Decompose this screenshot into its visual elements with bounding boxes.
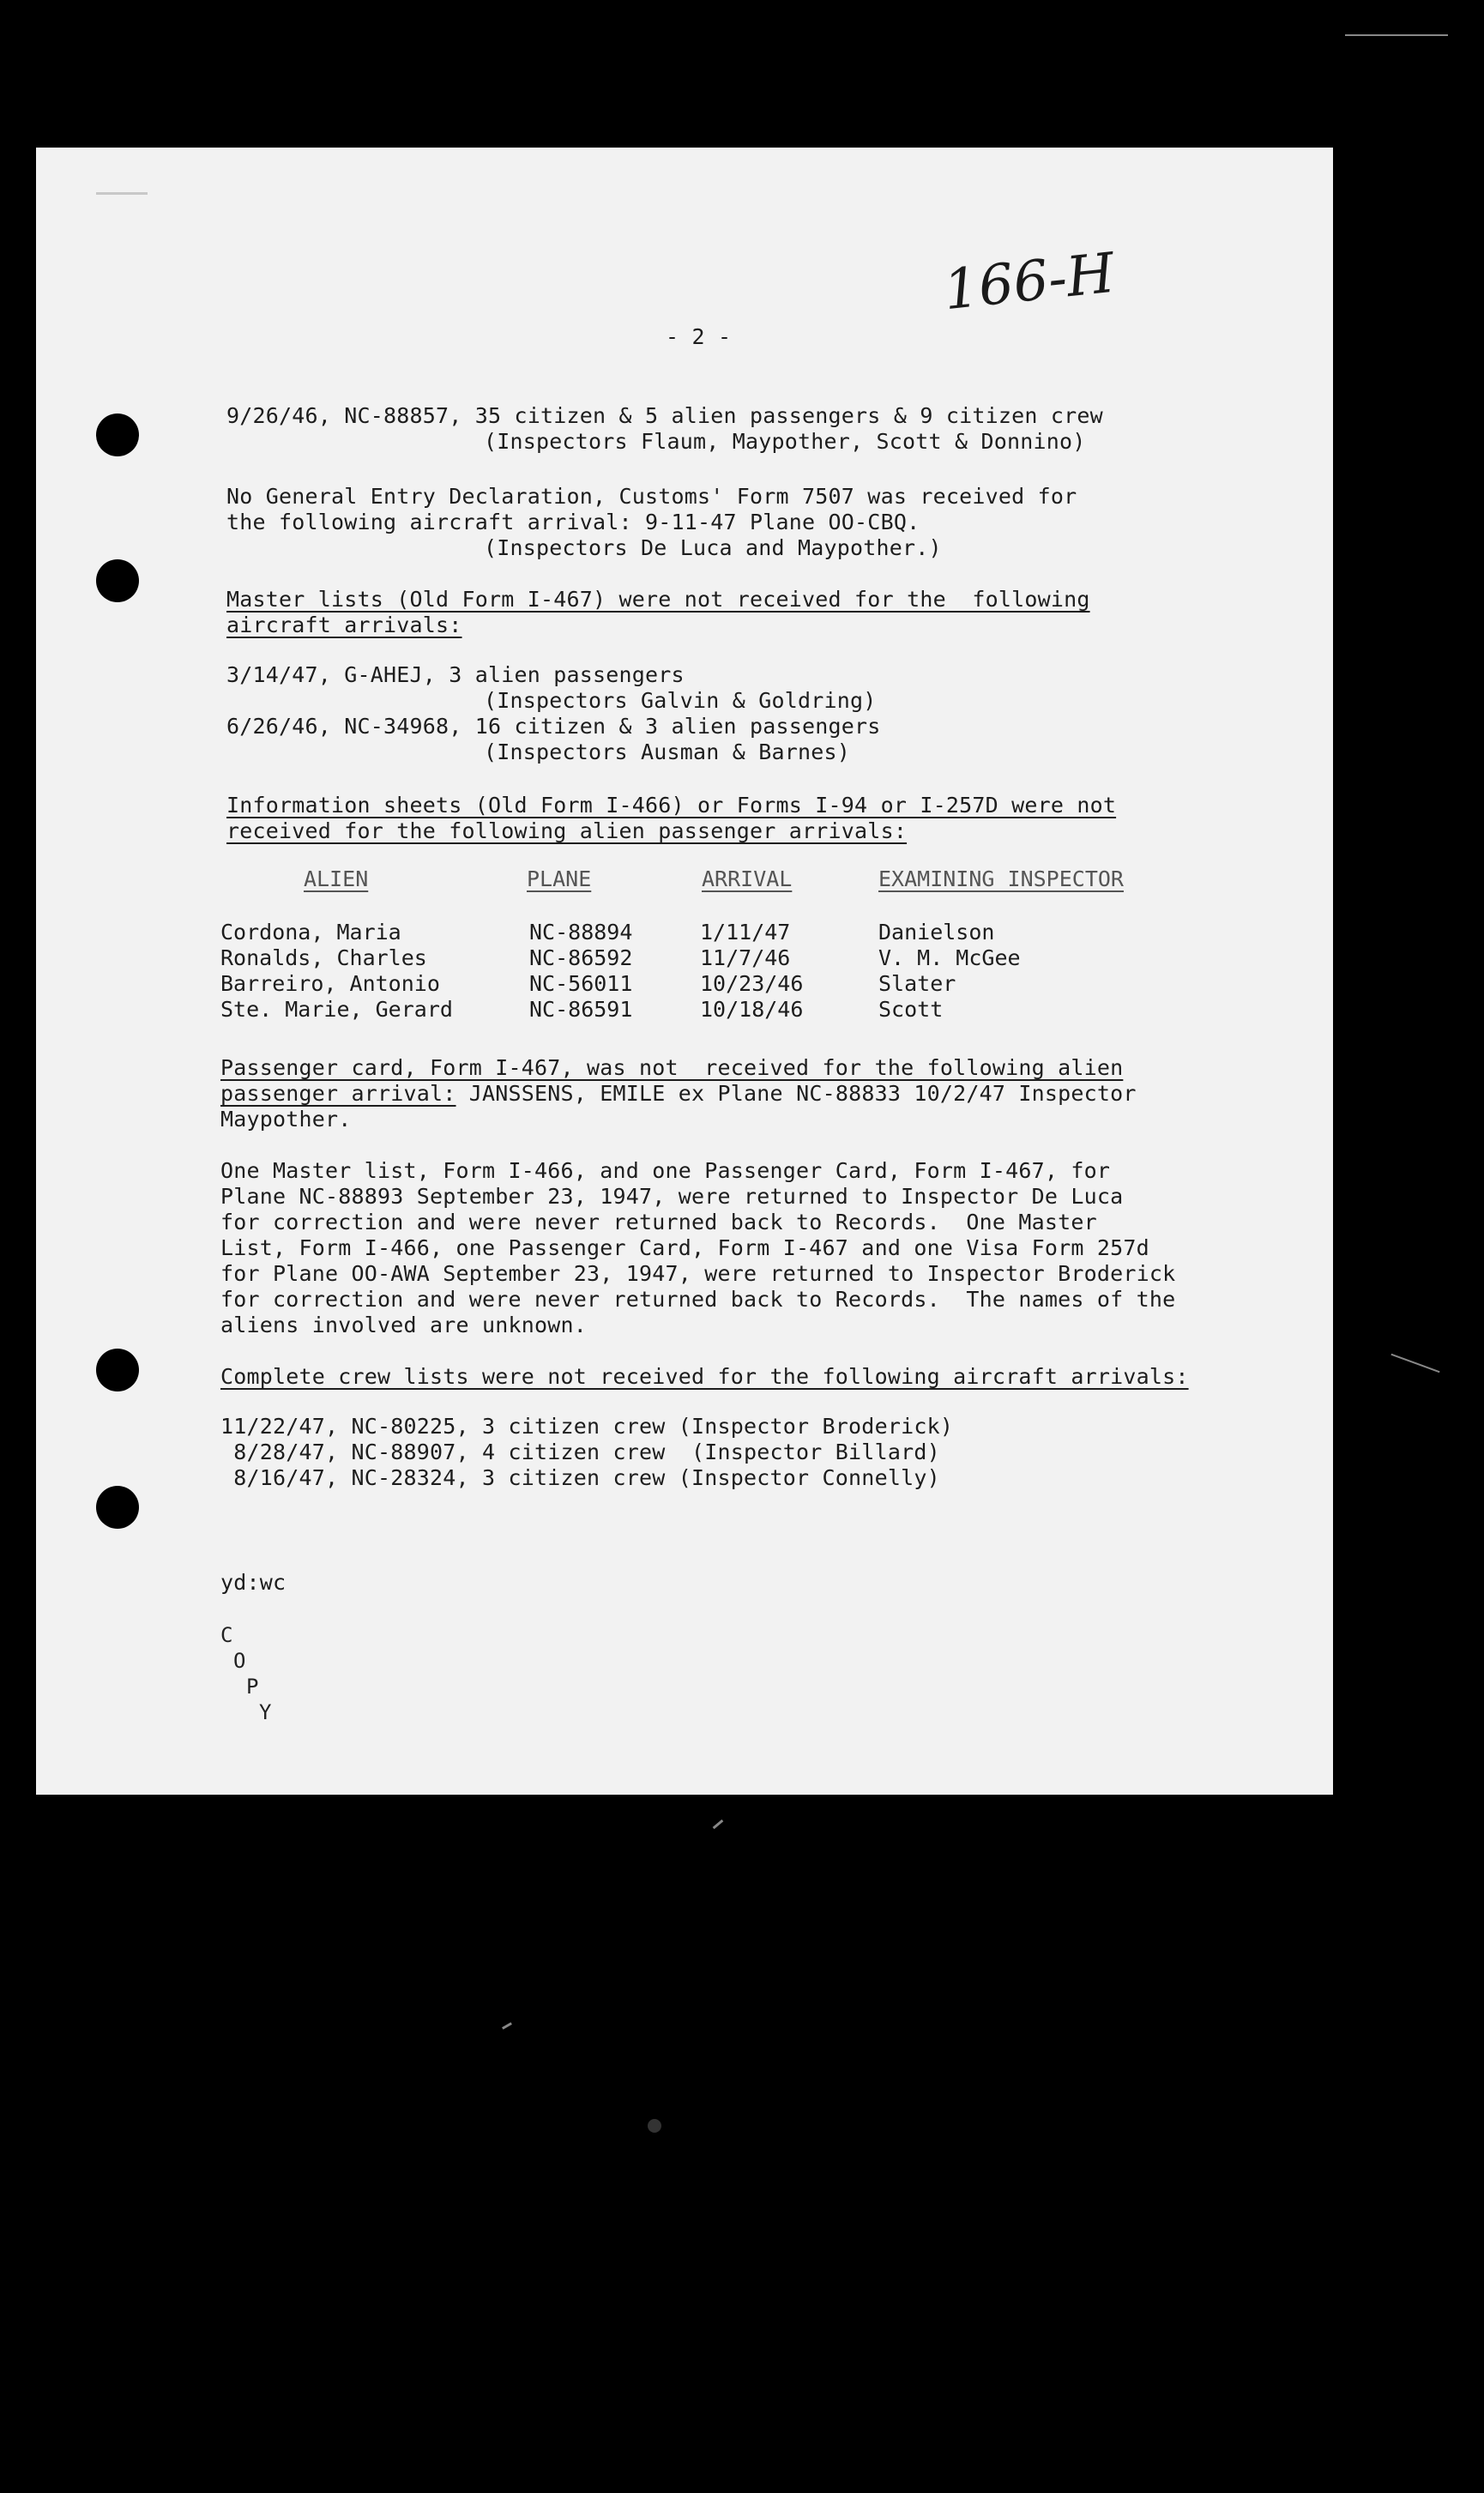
copy-letter: Y [259, 1700, 272, 1724]
scan-speck [713, 1820, 724, 1829]
entry-line: 11/22/47, NC-80225, 3 citizen crew (Inspector Broderick) [220, 1414, 954, 1439]
paragraph-line: One Master list, Form I-466, and one Passenger Card, Form I-467, for [220, 1158, 1111, 1183]
paragraph-line: Plane NC-88893 September 23, 1947, were returned to Inspector De Luca [220, 1184, 1124, 1209]
entry-line: (Inspectors Galvin & Goldring) [484, 688, 877, 713]
entry-line: 9/26/46, NC-88857, 35 citizen & 5 alien passengers & 9 citizen crew [226, 403, 1103, 428]
table-cell: V. M. McGee [878, 945, 1021, 970]
entry-line: (Inspectors Ausman & Barnes) [484, 739, 851, 764]
punch-hole [96, 1349, 139, 1391]
paragraph-line: for Plane OO-AWA September 23, 1947, were returned to Inspector Broderick [220, 1261, 1176, 1286]
scan-mark [96, 192, 148, 195]
table-cell: Danielson [878, 920, 995, 945]
table-cell: NC-88894 [529, 920, 633, 945]
punch-hole [96, 559, 139, 602]
table-cell: NC-86592 [529, 945, 633, 970]
paragraph-line: Maypother. [220, 1107, 352, 1132]
table-cell: 10/23/46 [700, 971, 804, 996]
entry-line: 8/28/47, NC-88907, 4 citizen crew (Inspector Billard) [220, 1440, 940, 1464]
paragraph-line: List, Form I-466, one Passenger Card, Form I-467 and one Visa Form 257d [220, 1235, 1149, 1260]
table-header: EXAMINING INSPECTOR [878, 866, 1124, 891]
paragraph-fragment: passenger arrival: [220, 1081, 456, 1106]
table-cell: NC-86591 [529, 997, 633, 1022]
punch-hole [96, 413, 139, 456]
entry-line: 3/14/47, G-AHEJ, 3 alien passengers [226, 662, 685, 687]
copy-letter: P [246, 1675, 259, 1699]
paragraph-line [220, 1081, 1137, 1107]
scan-speck [1345, 34, 1448, 36]
section-heading: Complete crew lists were not received for the following aircraft arrivals: [220, 1364, 1189, 1389]
section-heading: Passenger card, Form I-467, was not received for the following alien [220, 1055, 1124, 1080]
table-cell: 11/7/46 [700, 945, 791, 970]
copy-letter: C [220, 1623, 233, 1647]
handwritten-reference: 166-H [940, 241, 1118, 323]
section-heading: aircraft arrivals: [226, 613, 462, 637]
section-heading: received for the following alien passenger arrivals: [226, 818, 908, 843]
paragraph-line: aliens involved are unknown. [220, 1313, 588, 1337]
paragraph-fragment: JANSSENS, EMILE ex Plane NC-88833 10/2/47 Inspector [455, 1081, 1137, 1106]
scan-speck [502, 2022, 512, 2030]
table-cell: 10/18/46 [700, 997, 804, 1022]
paragraph-line: (Inspectors De Luca and Maypother.) [484, 535, 942, 560]
entry-line: (Inspectors Flaum, Maypother, Scott & Donnino) [484, 429, 1086, 454]
section-heading: Information sheets (Old Form I-466) or Forms I-94 or I-257D were not [226, 793, 1117, 818]
page-number: - 2 - [666, 324, 732, 349]
paragraph-line: for correction and were never returned back to Records. The names of the [220, 1287, 1176, 1312]
scan-speck [1390, 1354, 1439, 1373]
table-header: PLANE [527, 866, 592, 891]
table-cell: Cordona, Maria [220, 920, 401, 945]
table-header: ALIEN [304, 866, 369, 891]
table-cell: NC-56011 [529, 971, 633, 996]
table-cell: Ronalds, Charles [220, 945, 427, 970]
scan-speck [648, 2119, 661, 2133]
table-cell: Slater [878, 971, 956, 996]
table-cell: Scott [878, 997, 944, 1022]
document-page [36, 148, 1333, 1795]
table-cell: Barreiro, Antonio [220, 971, 440, 996]
section-heading: Master lists (Old Form I-467) were not received for the following [226, 587, 1090, 612]
typist-initials: yd:wc [220, 1570, 287, 1595]
copy-letter: O [233, 1649, 246, 1673]
entry-line: 8/16/47, NC-28324, 3 citizen crew (Inspector Connelly) [220, 1465, 940, 1490]
entry-line: 6/26/46, NC-34968, 16 citizen & 3 alien passengers [226, 714, 881, 739]
table-header: ARRIVAL [702, 866, 793, 891]
table-cell: Ste. Marie, Gerard [220, 997, 453, 1022]
paragraph-line: the following aircraft arrival: 9-11-47 Plane OO-CBQ. [226, 510, 920, 534]
paragraph-line: No General Entry Declaration, Customs' Form 7507 was received for [226, 484, 1077, 509]
paragraph-line: for correction and were never returned back to Records. One Master [220, 1210, 1097, 1234]
punch-hole [96, 1486, 139, 1529]
table-cell: 1/11/47 [700, 920, 791, 945]
